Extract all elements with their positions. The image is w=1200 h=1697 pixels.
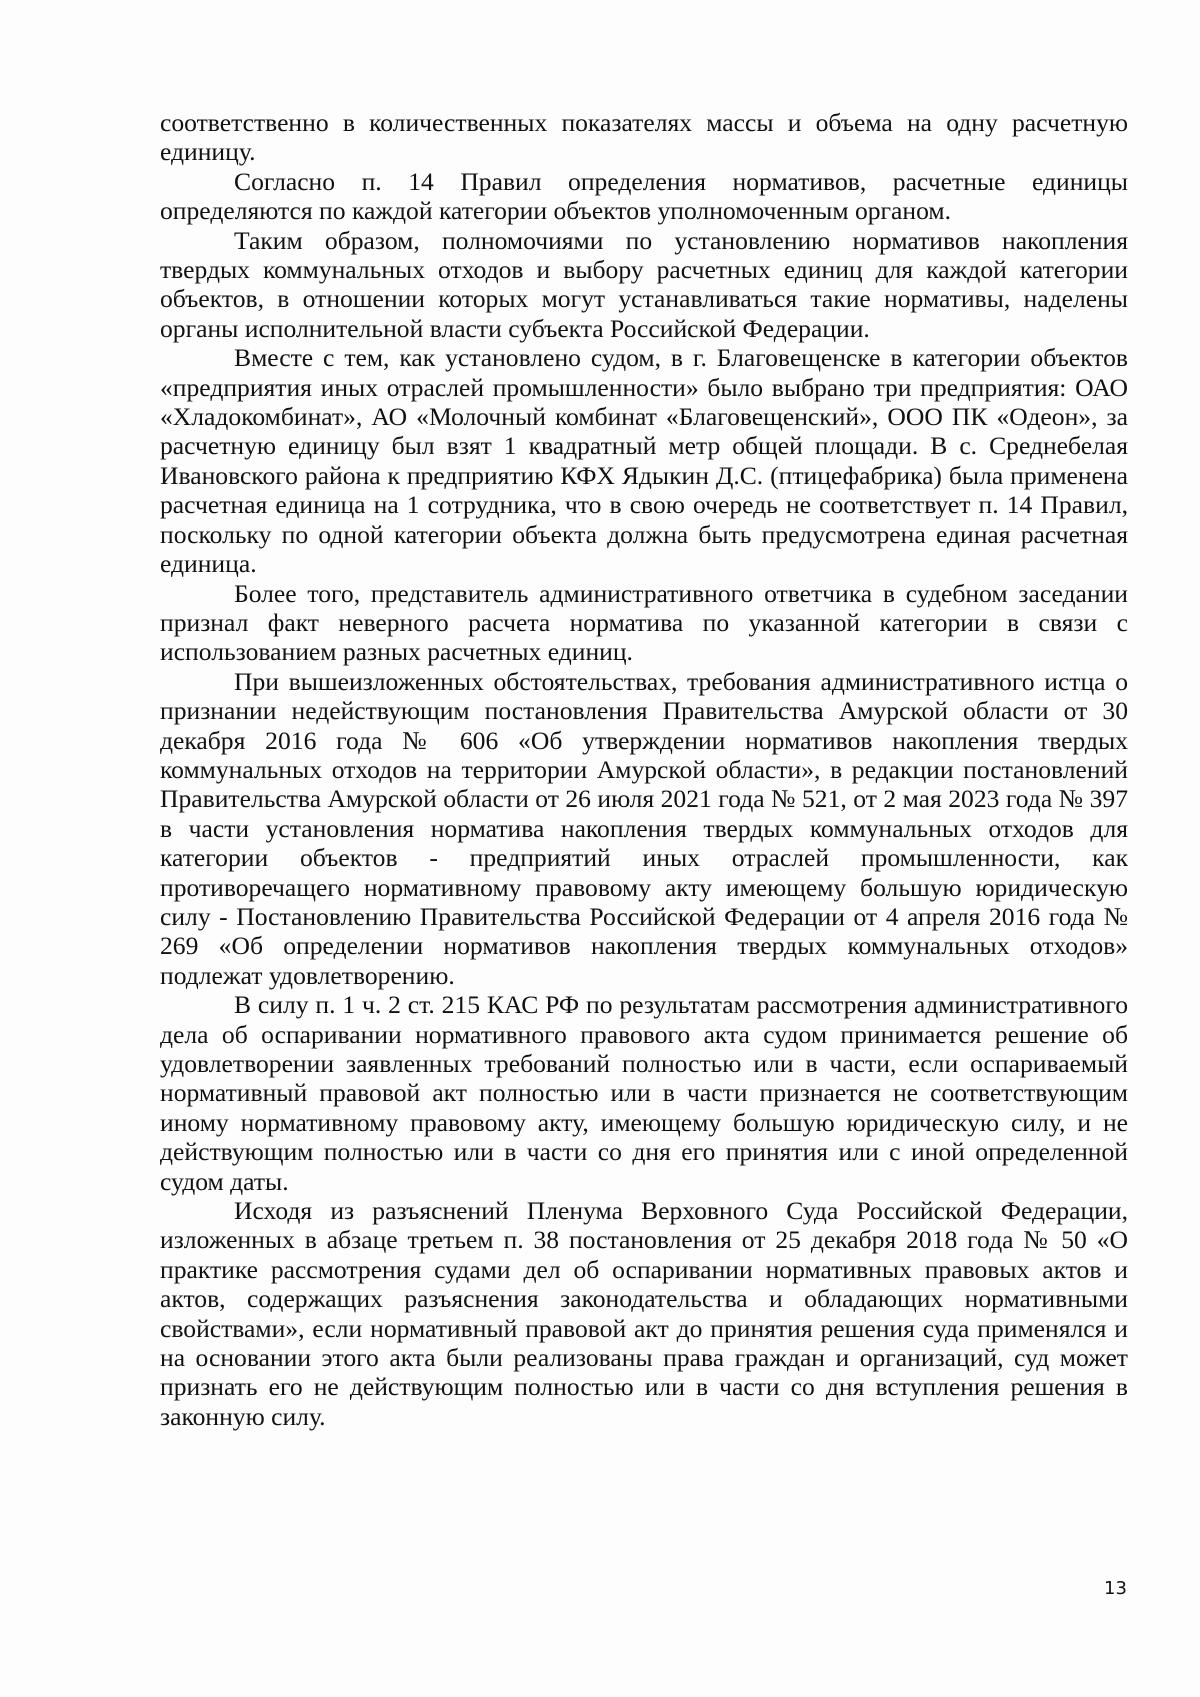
paragraph-kas-215: В силу п. 1 ч. 2 ст. 215 КАС РФ по результатам рассмотрения административного дела об оспаривании нормативного правового акта судом принимается решение об удовлетворении заявленных требований полностью или в части, если оспариваемый нормативный правовой акт полностью или в части признается не соответствующим иному нормативному правовому акту, имеющему большую юридическую силу, и не действующим полностью или в части со дня его принятия или с иной определенной судом даты. (160, 990, 1128, 1196)
paragraph-calculation-units: Согласно п. 14 Правил определения нормативов, расчетные единицы определяются по каждой категории объектов уполномоченным органом. (160, 166, 1128, 226)
body-text (160, 108, 1128, 1431)
paragraph-claim-granted: При вышеизложенных обстоятельствах, требования административного истца о признании недействующим постановления Правительства Амурской области от 30 декабря 2016 года № 606 «Об утверждении нормативов накопления твердых коммунальных отходов на территории Амурской области», в редакции постановлений Правительства Амурской области от 26 июля 2021 года № 521, от 2 мая 2023 года № 397 в части установления норматива накопления твердых коммунальных отходов для категории объектов - предприятий иных отраслей промышленности, как противоречащего нормативному правовому акту имеющему большую юридическую силу - Постановлению Правительства Российской Федерации от 4 апреля 2016 года № 269 «Об определении нормативов накопления твердых коммунальных отходов» подлежат удовлетворению. (160, 666, 1128, 990)
paragraph-continuation: соответственно в количественных показателях массы и объема на одну расчетную единицу. (160, 108, 1128, 167)
paragraph-respondent-admission: Более того, представитель административного ответчика в судебном заседании признал факт неверного расчета норматива по указанной категории в связи с использованием разных расчетных единиц. (160, 578, 1128, 667)
paragraph-court-findings: Вместе с тем, как установлено судом, в г. Благовещенске в категории объектов «предприятия иных отраслей промышленности» было выбрано три предприятия: ОАО «Хладокомбинат», АО «Молочный комбинат «Благовещенский», ООО ПК «Одеон», за расчетную единицу был взят 1 квадратный метр общей площади. В с. Среднебелая Ивановского района к предприятию КФХ Ядыкин Д.С. (птицефабрика) была применена расчетная единица на 1 сотрудника, что в свою очередь не соответствует п. 14 Правил, поскольку по одной категории объекта должна быть предусмотрена единая расчетная единица. (160, 343, 1128, 579)
page-number: 13 (1104, 1578, 1127, 1599)
paragraph-authority: Таким образом, полномочиями по установлению нормативов накопления твердых коммунальных отходов и выбору расчетных единиц для каждой категории объектов, в отношении которых могут устанавливаться такие нормативы, наделены органы исполнительной власти субъекта Российской Федерации. (160, 225, 1128, 343)
paragraph-plenum-clarification: Исходя из разъяснений Пленума Верховного Суда Российской Федерации, изложенных в абзаце третьем п. 38 постановления от 25 декабря 2018 года № 50 «О практике рассмотрения судами дел об оспаривании нормативных правовых актов и актов, содержащих разъяснения законодательства и обладающих нормативными свойствами», если нормативный правовой акт до принятия решения суда применялся и на основании этого акта были реализованы права граждан и организаций, суд может признать его не действующим полностью или в части со дня вступления решения в законную силу. (160, 1196, 1128, 1431)
